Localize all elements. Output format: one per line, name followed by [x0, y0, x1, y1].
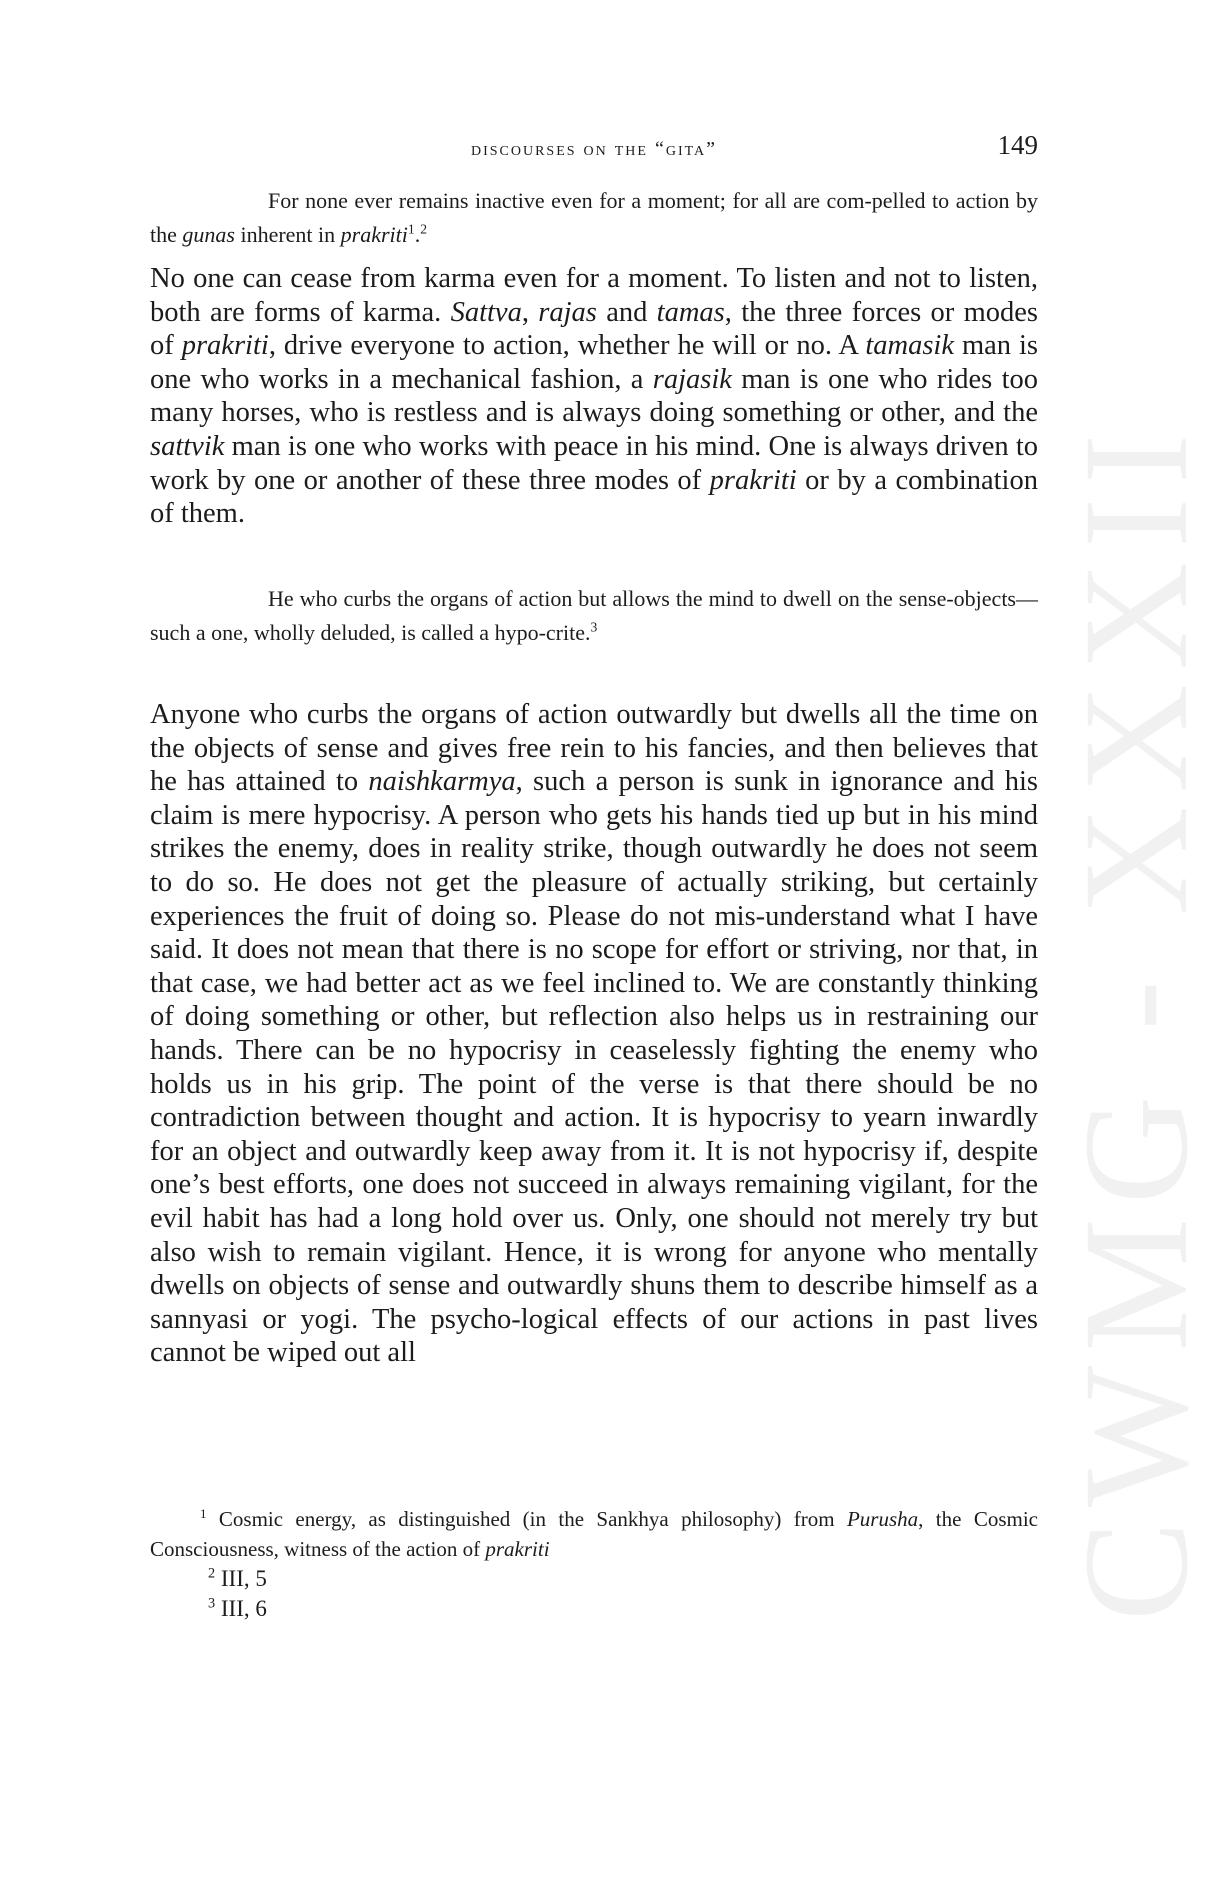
page-number: 149	[997, 130, 1038, 160]
footnote-2: $^2$ III, 5	[208, 1565, 267, 1591]
paragraph-1: No one can cease from karma even for a moment. To listen and not to listen, both are forms of karma. Sattva, rajas and tamas, the three forces or modes of prakriti, drive everyone to action, whether he will or no. A tamasik man is one who works in a mechanical fashion, a rajasik man is one who rides too many horses, who is restless and is always doing something or other, and the sattvik man is one who works with peace in his mind. One is always driven to work by one or another of these three modes of prakriti or by a combination of them.	[150, 263, 1039, 530]
footnote-ref: 1	[407, 221, 415, 237]
footnote-1: $^1$ Cosmic energy, as distinguished (in the Sankhya philosophy) from Purusha, the Cosmic Consciousness, witness of the action of prakriti	[150, 1506, 1038, 1561]
footnote-ref: 3	[590, 619, 598, 635]
verse-quote-2: He who curbs the organs of action but allows the mind to dwell on the sense-objects—such a one, wholly deluded, is called a hypo-crite.$^3$	[150, 586, 1038, 645]
footnotes	[150, 1504, 1038, 1624]
footnote-3: $^3$ III, 6	[208, 1595, 267, 1621]
paragraph-2: Anyone who curbs the organs of action outwardly but dwells all the time on the objects of sense and gives free rein to his fancies, and then believes that he has attained to naishkarmya, such a person is sunk in ignorance and his claim is mere hypocrisy. A person who gets his hands tied up but in his mind strikes the enemy, does in reality strike, though outwardly he does not seem to do so. He does not get the pleasure of actually striking, but certainly experiences the fruit of doing so. Please do not mis-understand what I have said. It does not mean that there is no scope for effort or striving, nor that, in that case, we had better act as we feel inclined to. We are constantly thinking of doing something or other, but reflection also helps us in restraining our hands. There can be no hypocrisy in ceaselessly fighting the enemy who holds us in his grip. The point of the verse is that there should be no contradiction between thought and action. It is hypocrisy to yearn inwardly for an object and outwardly keep away from it. It is not hypocrisy if, despite one’s best efforts, one does not succeed in always remaining vigilant, for the evil habit has had a long hold over us. Only, one should not merely try but also wish to remain vigilant. Hence, it is wrong for anyone who mentally dwells on objects of sense and outwardly shuns them to describe himself as a sannyasi or yogi. The psycho-logical effects of our actions in past lives cannot be wiped out all	[150, 699, 1038, 1369]
page-header	[150, 132, 1038, 172]
running-title: discourses on the “gita”	[470, 138, 718, 160]
verse-quote-1: For none ever remains inactive even for a moment; for all are com-pelled to action by the gunas inherent in prakriti$^1$.$^2$	[150, 188, 1038, 247]
watermark: CWMG - XXXII	[1053, 420, 1219, 1622]
footnote-ref: 2	[420, 221, 428, 237]
